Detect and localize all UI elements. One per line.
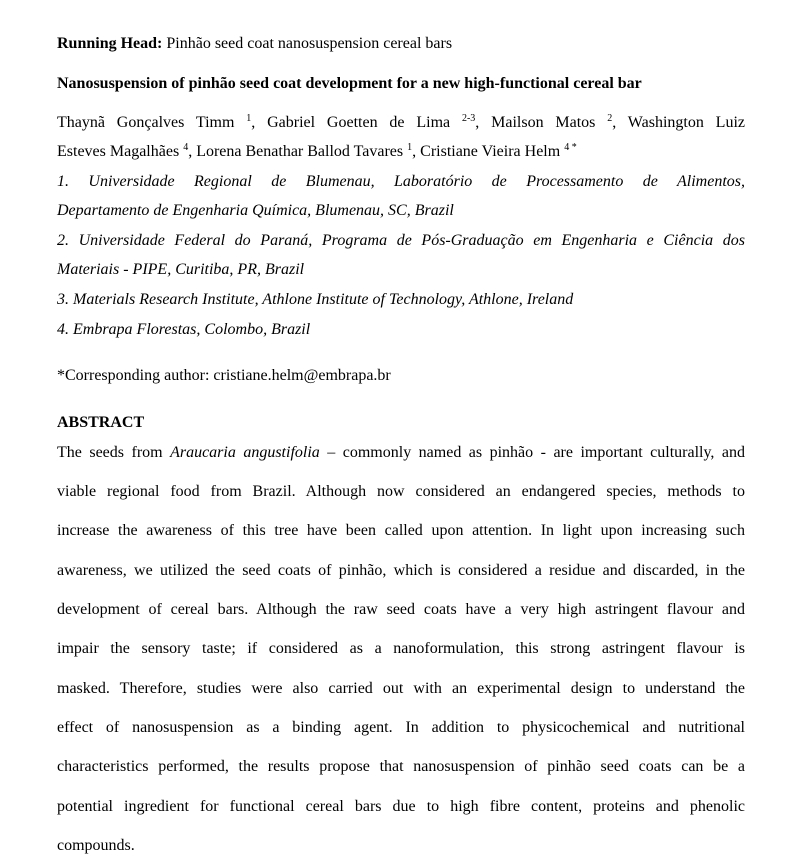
author-affiliation-mark: 1 [246, 113, 252, 124]
abstract-line: characteristics performed, the results propose that nanosuspension of pinhão seed coats can be a [57, 758, 745, 775]
affiliation-3: 3. Materials Research Institute, Athlone Institute of Technology, Athlone, Ireland [57, 291, 574, 308]
author-name: , Lorena Benathar Ballod Tavares [188, 143, 408, 160]
abstract-line: compounds. [57, 837, 135, 854]
affiliation-1-line-1: 1. Universidade Regional de Blumenau, Laboratório de Processamento de Alimentos, [57, 173, 745, 190]
running-head-text: Pinhão seed coat nanosuspension cereal bars [162, 35, 453, 52]
abstract-line: increase the awareness of this tree have been called upon attention. In light upon increasing such [57, 522, 745, 539]
author-affiliation-mark: 4 [183, 142, 189, 153]
running-head-label: Running Head: [57, 35, 163, 52]
abstract-text: – commonly named as pinhão - are important culturally, and [319, 444, 746, 461]
abstract-line: viable regional food from Brazil. Although now considered an endangered species, methods to [57, 483, 745, 500]
species-name: Araucaria angustifolia [170, 444, 320, 461]
abstract-line [57, 443, 745, 463]
author-name: , Washington Luiz [612, 114, 745, 131]
abstract-line: impair the sensory taste; if considered as a nanoformulation, this strong astringent flavour is [57, 640, 745, 657]
authors-line-1 [57, 113, 745, 133]
author-name: Thaynã Gonçalves Timm [57, 114, 247, 131]
author-name: Esteves Magalhães [57, 143, 184, 160]
corresponding-author: *Corresponding author: cristiane.helm@embrapa.br [57, 367, 391, 384]
affiliation-1-line-2: Departamento de Engenharia Química, Blumenau, SC, Brazil [57, 202, 454, 219]
abstract-line: awareness, we utilized the seed coats of pinhão, which is considered a residue and discarded, in the [57, 562, 745, 579]
paper-title: Nanosuspension of pinhão seed coat development for a new high-functional cereal bar [57, 75, 642, 92]
affiliation-2-line-1: 2. Universidade Federal do Paraná, Programa de Pós-Graduação em Engenharia e Ciência dos [57, 232, 745, 249]
author-name: , Mailson Matos [475, 114, 608, 131]
author-affiliation-mark: 1 [407, 142, 413, 153]
author-affiliation-mark: 2 [607, 113, 613, 124]
abstract-line: potential ingredient for functional cereal bars due to high fibre content, proteins and phenolic [57, 798, 745, 815]
abstract-line: effect of nanosuspension as a binding agent. In addition to physicochemical and nutritional [57, 719, 745, 736]
abstract-line: development of cereal bars. Although the raw seed coats have a very high astringent flavour and [57, 601, 745, 618]
abstract-heading: ABSTRACT [57, 414, 145, 431]
authors-line-2 [57, 142, 577, 162]
author-affiliation-mark: 2-3 [461, 113, 476, 124]
affiliation-2-line-2: Materiais - PIPE, Curitiba, PR, Brazil [57, 261, 305, 278]
author-name: , Gabriel Goetten de Lima [251, 114, 462, 131]
affiliation-4: 4. Embrapa Florestas, Colombo, Brazil [57, 321, 311, 338]
author-affiliation-mark: 4 * [564, 142, 577, 153]
abstract-line: masked. Therefore, studies were also carried out with an experimental design to understand the [57, 680, 745, 697]
author-name: , Cristiane Vieira Helm [412, 143, 565, 160]
running-head [57, 34, 452, 54]
abstract-text: The seeds from [57, 444, 171, 461]
